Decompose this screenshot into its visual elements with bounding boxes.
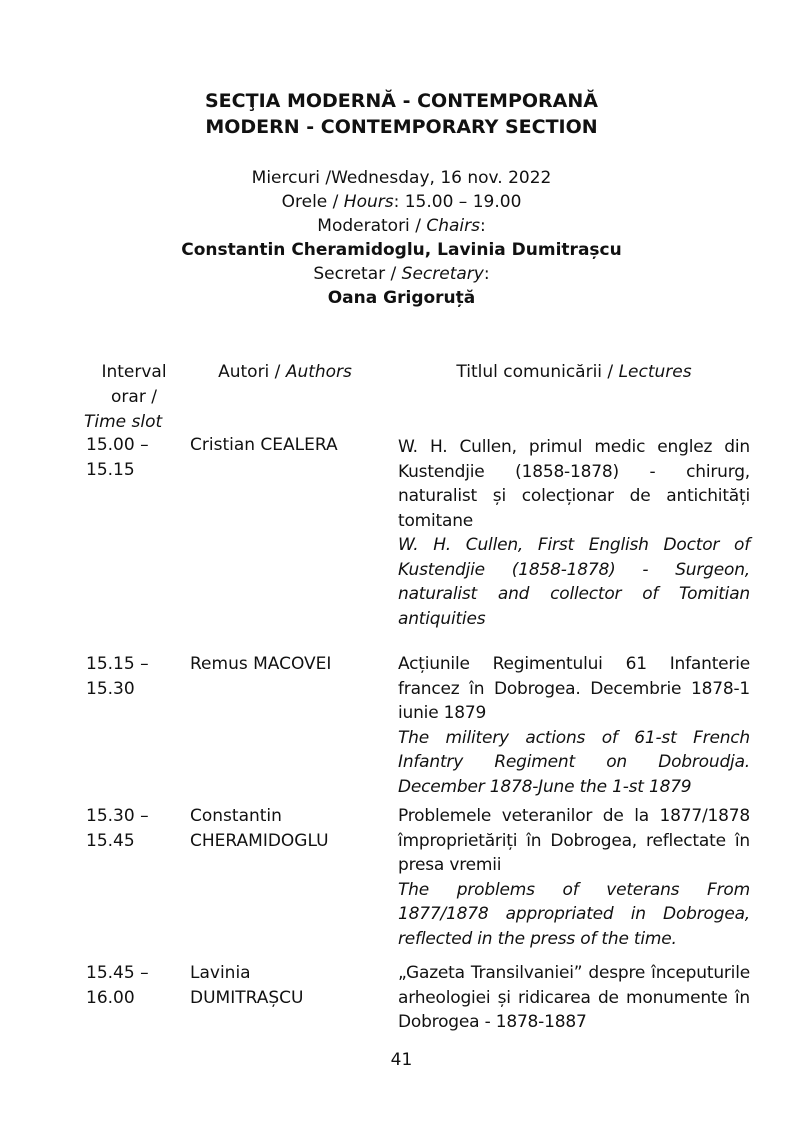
time-start: 15.15 – xyxy=(86,654,149,674)
chairs-label: Chairs xyxy=(426,216,480,236)
session-chairs-names: Constantin Cheramidoglu, Lavinia Dumitrașcu xyxy=(181,240,622,260)
lecture-title-en: The problems of veterans From 1877/1878 appropriated in Dobrogea, reflected in the press of the time. xyxy=(398,879,750,949)
lecture xyxy=(398,961,750,1035)
hours-value: : 15.00 – 19.00 xyxy=(393,192,522,212)
header-interval xyxy=(84,360,184,435)
author-line1: Lavinia xyxy=(190,963,251,983)
section-titles xyxy=(0,88,803,140)
author-line2: CHERAMIDOGLU xyxy=(190,831,329,851)
time-start: 15.45 – xyxy=(86,963,149,983)
page-number: 41 xyxy=(390,1050,413,1070)
secretary-prefix: Secretar / xyxy=(313,264,402,284)
time-start: 15.00 – xyxy=(86,435,149,455)
author xyxy=(190,652,390,677)
header-interval-line2: orar / xyxy=(111,387,157,407)
time-end: 15.15 xyxy=(86,460,135,480)
author-line2: DUMITRAȘCU xyxy=(190,988,304,1008)
lecture xyxy=(398,652,750,799)
header-lectures-prefix: Titlul comunicării / xyxy=(456,362,619,382)
section-title-ro: SECŢIA MODERNĂ - CONTEMPORANĂ xyxy=(205,90,598,112)
chairs-suffix: : xyxy=(479,216,486,236)
session-secretary-label xyxy=(0,262,803,286)
lecture-title-en: The militery actions of 61-st French Infantry Regiment on Dobroudja. December 1878-June the 1-st 1879 xyxy=(398,727,750,797)
author xyxy=(190,804,390,854)
lecture-title-ro: W. H. Cullen, primul medic englez din Kustendjie (1858-1878) - chirurg, naturalist și colecționar de antichități tomitane xyxy=(398,437,750,531)
author-line1: Constantin xyxy=(190,806,282,826)
header-interval-line3 xyxy=(84,410,184,435)
lecture-title-ro: „Gazeta Transilvaniei” despre începuturile arheologiei și ridicarea de monumente în Dobrogea - 1878-1887 xyxy=(398,963,750,1032)
session-info xyxy=(0,166,803,310)
time-start: 15.30 – xyxy=(86,806,149,826)
header-interval-timeslot: Time slot xyxy=(84,412,163,432)
lecture-title-ro: Problemele veteranilor de la 1877/1878 împroprietăriți în Dobrogea, reflectate în presa vremii xyxy=(398,806,750,875)
header-authors-prefix: Autori / xyxy=(218,362,286,382)
time-slot xyxy=(86,652,182,702)
header-lectures xyxy=(398,360,750,385)
hours-label: Hours xyxy=(343,192,394,212)
time-end: 15.45 xyxy=(86,831,135,851)
header-authors xyxy=(190,360,380,385)
session-chairs-label xyxy=(0,214,803,238)
section-title-en: MODERN - CONTEMPORARY SECTION xyxy=(205,116,598,138)
chairs-prefix: Moderatori / xyxy=(317,216,427,236)
lecture-title-en: W. H. Cullen, First English Doctor of Kustendjie (1858-1878) - Surgeon, naturalist and collector of Tomitian antiquities xyxy=(398,535,750,629)
hours-prefix: Orele / xyxy=(281,192,344,212)
author-line1: Cristian CEALERA xyxy=(190,435,338,455)
lecture xyxy=(398,435,750,631)
time-slot xyxy=(86,961,182,1011)
header-authors-label: Authors xyxy=(285,362,352,382)
time-slot xyxy=(86,804,182,854)
session-secretary-name: Oana Grigoruță xyxy=(327,288,476,308)
session-hours xyxy=(0,190,803,214)
time-slot xyxy=(86,433,182,483)
header-interval-line1: Interval xyxy=(101,362,167,382)
header-lectures-label: Lectures xyxy=(618,362,692,382)
time-end: 15.30 xyxy=(86,679,135,699)
author xyxy=(190,433,390,458)
lecture-title-ro: Acțiunile Regimentului 61 Infanterie francez în Dobrogea. Decembrie 1878-1 iunie 1879 xyxy=(398,654,750,723)
author xyxy=(190,961,390,1011)
lecture xyxy=(398,804,750,951)
secretary-label: Secretary xyxy=(401,264,484,284)
session-date: Miercuri /Wednesday, 16 nov. 2022 xyxy=(251,168,552,188)
time-end: 16.00 xyxy=(86,988,135,1008)
secretary-suffix: : xyxy=(483,264,490,284)
author-line1: Remus MACOVEI xyxy=(190,654,332,674)
